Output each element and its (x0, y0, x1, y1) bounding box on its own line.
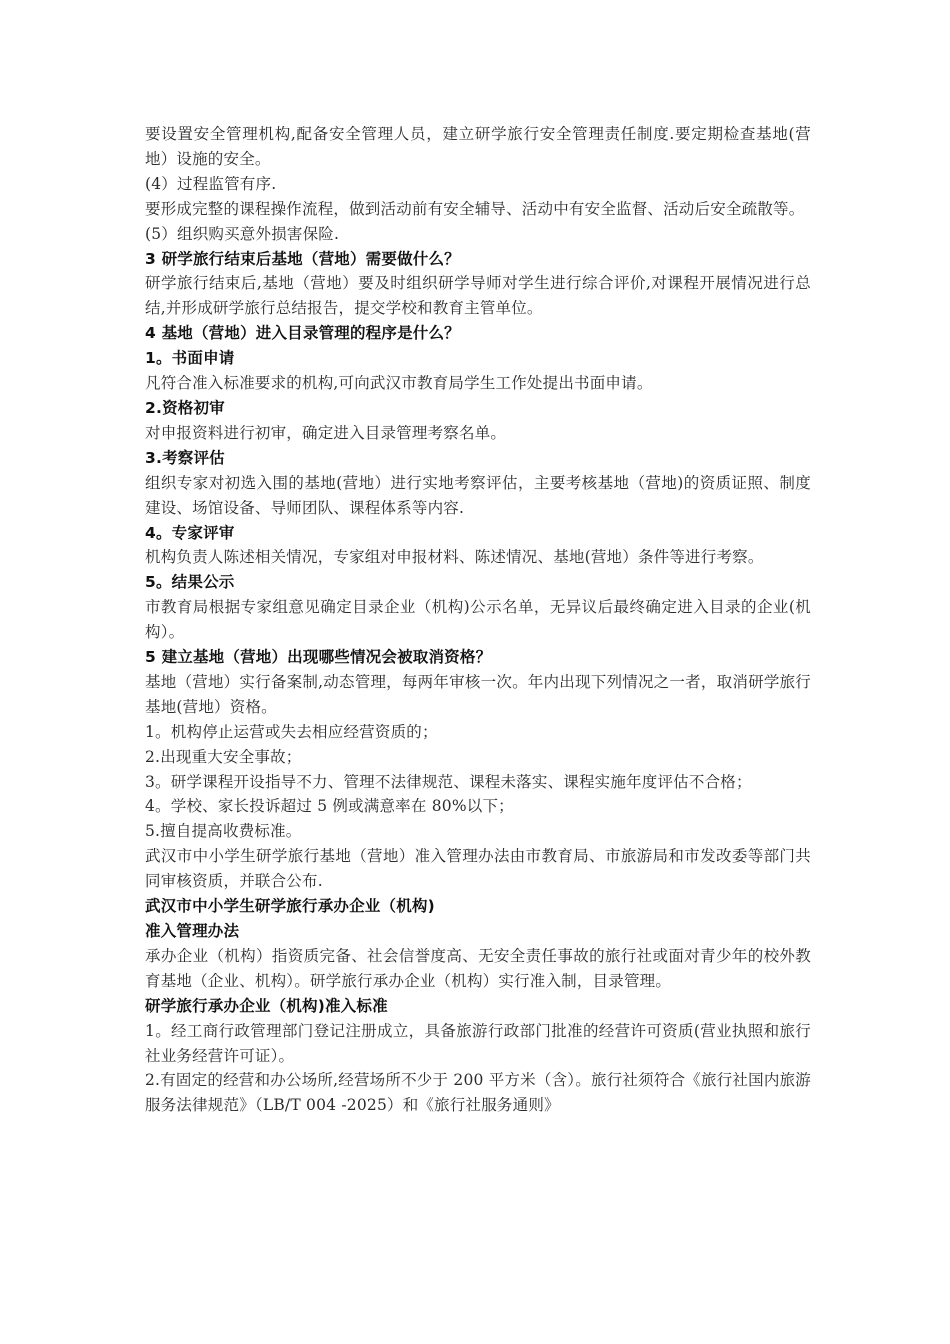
list-item: 5.擅自提高收费标准。 (145, 822, 302, 841)
document-page (145, 122, 811, 1118)
list-item: 1。经工商行政管理部门登记注册成立，具备旅游行政部门批准的经营许可资质(营业执照和旅行社业务经营许可证）。 (145, 1021, 811, 1065)
step-heading: 4。专家评审 (145, 523, 235, 542)
paragraph: 承办企业（机构）指资质完备、社会信誉度高、无安全责任事故的旅行社或面对青少年的校外教育基地（企业、机构）。研学旅行承办企业（机构）实行准入制，目录管理。 (145, 946, 811, 990)
section-heading: 4 基地（营地）进入目录管理的程序是什么？ (145, 324, 460, 343)
list-item: 2.有固定的经营和办公场所,经营场所不少于 200 平方米（含）。旅行社须符合《旅行社国内旅游服务法律规范》（LB/T 004 -2025）和《旅行社服务通则》 (145, 1071, 811, 1115)
list-item: 4。学校、家长投诉超过 5 例或满意率在 80%以下； (145, 797, 514, 816)
list-item: 1。机构停止运营或失去相应经营资质的； (145, 722, 438, 741)
paragraph: 要设置安全管理机构,配备安全管理人员，建立研学旅行安全管理责任制度.要定期检查基地(营地）设施的安全。 (145, 125, 811, 168)
paragraph: 机构负责人陈述相关情况，专家组对申报材料、陈述情况、基地(营地）条件等进行考察。 (145, 548, 764, 567)
paragraph: (4）过程监管有序. (145, 174, 277, 193)
step-heading: 2.资格初审 (145, 398, 225, 417)
section-heading: 5 建立基地（营地）出现哪些情况会被取消资格？ (145, 648, 492, 667)
section-heading: 3 研学旅行结束后基地（营地）需要做什么？ (145, 249, 460, 268)
paragraph: 要形成完整的课程操作流程，做到活动前有安全辅导、活动中有安全监督、活动后安全疏散等。 (145, 199, 805, 218)
document-title: 武汉市中小学生研学旅行承办企业（机构) (145, 897, 435, 916)
paragraph: 凡符合准入标准要求的机构,可向武汉市教育局学生工作处提出书面申请。 (145, 374, 653, 393)
paragraph: 对申报资料进行初审，确定进入目录管理考察名单。 (145, 423, 507, 442)
paragraph: 研学旅行结束后,基地（营地）要及时组织研学导师对学生进行综合评价,对课程开展情况进行总结,并形成研学旅行总结报告，提交学校和教育主管单位。 (145, 274, 811, 318)
step-heading: 5。结果公示 (145, 573, 235, 592)
section-heading: 研学旅行承办企业（机构)准入标准 (145, 996, 388, 1015)
list-item: 2.出现重大安全事故； (145, 747, 302, 766)
document-title: 准入管理办法 (145, 922, 240, 940)
step-heading: 1。书面申请 (145, 349, 235, 368)
step-heading: 3.考察评估 (145, 448, 225, 467)
paragraph: 武汉市中小学生研学旅行基地（营地）准入管理办法由市教育局、市旅游局和市发改委等部门共同审核资质，并联合公布. (145, 847, 811, 891)
paragraph: 基地（营地）实行备案制,动态管理，每两年审核一次。年内出现下列情况之一者，取消研学旅行基地(营地）资格。 (145, 672, 811, 716)
paragraph: (5）组织购买意外损害保险. (145, 224, 340, 243)
list-item: 3。研学课程开设指导不力、管理不法律规范、课程未落实、课程实施年度评估不合格； (145, 772, 752, 791)
paragraph: 组织专家对初选入围的基地(营地）进行实地考察评估，主要考核基地（营地)的资质证照、制度建设、场馆设备、导师团队、课程体系等内容. (145, 473, 811, 517)
paragraph: 市教育局根据专家组意见确定目录企业（机构)公示名单，无异议后最终确定进入目录的企业(机构）。 (145, 598, 811, 642)
